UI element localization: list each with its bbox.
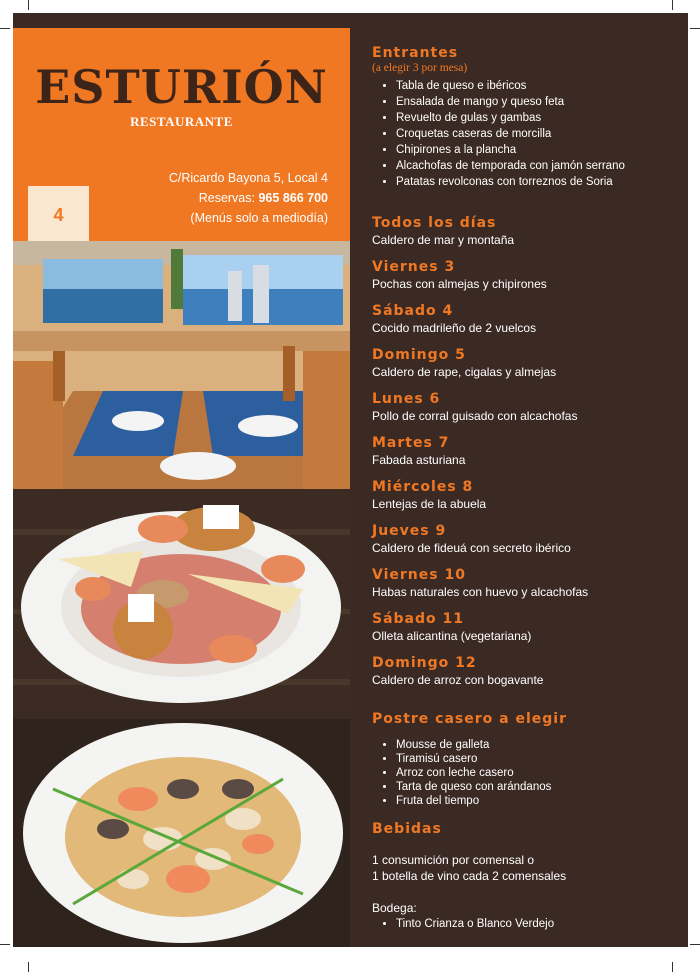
contact-info bbox=[169, 168, 328, 228]
list-item: • Croquetas caseras de morcilla bbox=[396, 126, 682, 142]
restaurant-header bbox=[13, 28, 350, 241]
day-title: Todos los días bbox=[372, 215, 497, 231]
day-entry bbox=[372, 390, 682, 424]
list-item: • Revuelto de gulas y gambas bbox=[396, 110, 682, 126]
day-title: Sábado 11 bbox=[372, 611, 464, 627]
day-dish: Pochas con almejas y chipirones bbox=[372, 277, 547, 291]
postre-list bbox=[372, 738, 682, 808]
list-item: • Tinto Crianza o Blanco Verdejo bbox=[396, 916, 682, 932]
list-item: • Patatas revolconas con torreznos de Soria bbox=[396, 174, 682, 190]
day-dish: Habas naturales con huevo y alcachofas bbox=[372, 585, 589, 599]
day-title: Martes 7 bbox=[372, 435, 450, 451]
reservations bbox=[169, 188, 328, 208]
crop-mark bbox=[0, 944, 10, 945]
entrantes-list bbox=[372, 78, 682, 190]
crop-mark bbox=[0, 28, 10, 29]
list-item: • Arroz con leche casero bbox=[396, 766, 682, 780]
crop-mark bbox=[690, 944, 700, 945]
cheese-plate-image bbox=[13, 489, 350, 719]
day-title: Miércoles 8 bbox=[372, 479, 474, 495]
entrantes-note: (a elegir 3 por mesa) bbox=[372, 62, 468, 74]
entrantes-title: Entrantes bbox=[372, 45, 459, 61]
bebidas-section bbox=[372, 820, 682, 932]
day-dish: Pollo de corral guisado con alcachofas bbox=[372, 409, 578, 423]
crop-mark bbox=[690, 28, 700, 29]
crop-mark bbox=[672, 962, 673, 972]
list-item: • Fruta del tiempo bbox=[396, 794, 682, 808]
cheese-plate-photo bbox=[13, 489, 350, 719]
list-item: • Ensalada de mango y queso feta bbox=[396, 94, 682, 110]
brand-name: ESTURIÓN bbox=[35, 60, 328, 114]
day-entry bbox=[372, 654, 682, 688]
dining-room-image bbox=[13, 241, 350, 489]
day-entry bbox=[372, 434, 682, 468]
day-dish: Lentejas de la abuela bbox=[372, 497, 487, 511]
lunch-note: (Menús solo a mediodía) bbox=[190, 211, 328, 225]
postre-section bbox=[372, 710, 682, 808]
bodega-list bbox=[372, 916, 682, 932]
stew-plate-image bbox=[13, 719, 350, 947]
list-item: • Mousse de galleta bbox=[396, 738, 682, 752]
stew-plate-photo bbox=[13, 719, 350, 947]
day-title: Domingo 12 bbox=[372, 655, 477, 671]
day-entry bbox=[372, 566, 682, 600]
day-entry bbox=[372, 522, 682, 556]
list-item: • Chipirones a la plancha bbox=[396, 142, 682, 158]
day-entry bbox=[372, 258, 682, 292]
postre-title: Postre casero a elegir bbox=[372, 711, 567, 727]
menu-content bbox=[372, 44, 682, 932]
day-entry bbox=[372, 214, 682, 248]
day-entry bbox=[372, 302, 682, 336]
crop-mark bbox=[672, 0, 673, 10]
day-title: Sábado 4 bbox=[372, 303, 454, 319]
reservations-label: Reservas: bbox=[198, 191, 255, 205]
day-dish: Cocido madrileño de 2 vuelcos bbox=[372, 321, 537, 335]
list-item: • Tiramisú casero bbox=[396, 752, 682, 766]
day-dish: Caldero de mar y montaña bbox=[372, 233, 515, 247]
address: C/Ricardo Bayona 5, Local 4 bbox=[168, 171, 328, 185]
brand-subtitle: RESTAURANTE bbox=[130, 114, 233, 129]
bebidas-line: 1 botella de vino cada 2 comensales bbox=[372, 869, 567, 883]
bebidas-line: 1 consumición por comensal o bbox=[372, 853, 535, 867]
day-dish: Caldero de rape, cigalas y almejas bbox=[372, 365, 557, 379]
day-title: Viernes 3 bbox=[372, 259, 456, 275]
daily-menu-section bbox=[372, 214, 682, 688]
page-number: 4 bbox=[28, 186, 89, 244]
day-entry bbox=[372, 346, 682, 380]
crop-mark bbox=[28, 0, 29, 10]
day-title: Domingo 5 bbox=[372, 347, 466, 363]
phone-number: 965 866 700 bbox=[258, 191, 328, 205]
day-dish: Fabada asturiana bbox=[372, 453, 466, 467]
day-title: Jueves 9 bbox=[372, 523, 447, 539]
crop-mark bbox=[28, 962, 29, 972]
day-title: Viernes 10 bbox=[372, 567, 466, 583]
day-dish: Olleta alicantina (vegetariana) bbox=[372, 629, 532, 643]
list-item: • Alcachofas de temporada con jamón serrano bbox=[396, 158, 682, 174]
list-item: • Tabla de queso e ibéricos bbox=[396, 78, 682, 94]
day-dish: Caldero de fideuá con secreto ibérico bbox=[372, 541, 571, 555]
dining-room-photo bbox=[13, 241, 350, 489]
day-entry bbox=[372, 610, 682, 644]
bodega-label: Bodega: bbox=[372, 901, 417, 915]
day-title: Lunes 6 bbox=[372, 391, 441, 407]
day-dish: Caldero de arroz con bogavante bbox=[372, 673, 544, 687]
bebidas-title: Bebidas bbox=[372, 821, 442, 837]
entrantes-section bbox=[372, 44, 682, 190]
list-item: • Tarta de queso con arándanos bbox=[396, 780, 682, 794]
day-entry bbox=[372, 478, 682, 512]
